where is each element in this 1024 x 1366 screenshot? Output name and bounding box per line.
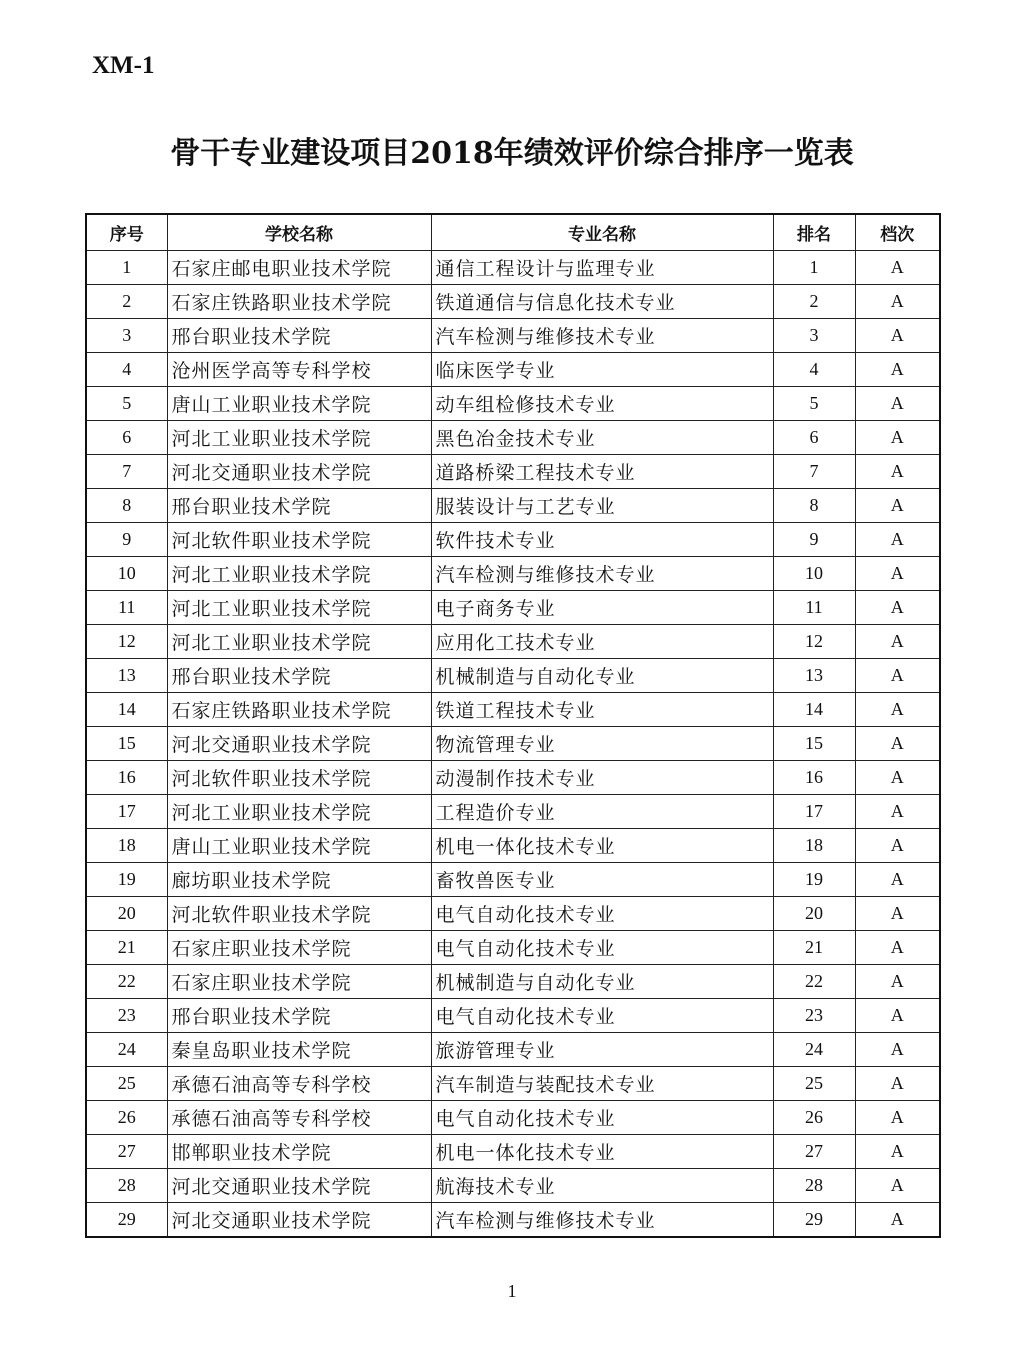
cell-school: 河北工业职业技术学院 xyxy=(167,421,431,455)
cell-rank: 26 xyxy=(773,1101,855,1135)
table-row xyxy=(86,489,940,523)
cell-grade: A xyxy=(855,659,940,693)
cell-grade: A xyxy=(855,897,940,931)
cell-major: 机电一体化技术专业 xyxy=(431,1135,773,1169)
cell-school: 唐山工业职业技术学院 xyxy=(167,387,431,421)
cell-school: 河北工业职业技术学院 xyxy=(167,591,431,625)
cell-seq: 18 xyxy=(86,829,167,863)
cell-seq: 24 xyxy=(86,1033,167,1067)
ranking-table xyxy=(85,213,941,1238)
cell-major: 汽车制造与装配技术专业 xyxy=(431,1067,773,1101)
cell-major: 物流管理专业 xyxy=(431,727,773,761)
cell-seq: 28 xyxy=(86,1169,167,1203)
table-row xyxy=(86,387,940,421)
cell-major: 黑色冶金技术专业 xyxy=(431,421,773,455)
cell-school: 河北工业职业技术学院 xyxy=(167,557,431,591)
cell-grade: A xyxy=(855,999,940,1033)
cell-school: 邢台职业技术学院 xyxy=(167,319,431,353)
table-row xyxy=(86,523,940,557)
cell-seq: 27 xyxy=(86,1135,167,1169)
cell-major: 道路桥梁工程技术专业 xyxy=(431,455,773,489)
cell-seq: 8 xyxy=(86,489,167,523)
table-row xyxy=(86,353,940,387)
table-row xyxy=(86,455,940,489)
cell-seq: 17 xyxy=(86,795,167,829)
cell-school: 廊坊职业技术学院 xyxy=(167,863,431,897)
cell-rank: 3 xyxy=(773,319,855,353)
cell-grade: A xyxy=(855,285,940,319)
header-rank: 排名 xyxy=(773,214,855,251)
cell-school: 河北交通职业技术学院 xyxy=(167,1169,431,1203)
cell-grade: A xyxy=(855,965,940,999)
cell-grade: A xyxy=(855,1169,940,1203)
cell-seq: 15 xyxy=(86,727,167,761)
cell-rank: 1 xyxy=(773,251,855,285)
cell-rank: 5 xyxy=(773,387,855,421)
cell-major: 软件技术专业 xyxy=(431,523,773,557)
cell-grade: A xyxy=(855,353,940,387)
table-row xyxy=(86,999,940,1033)
cell-seq: 2 xyxy=(86,285,167,319)
cell-school: 石家庄职业技术学院 xyxy=(167,931,431,965)
header-major: 专业名称 xyxy=(431,214,773,251)
table-row xyxy=(86,1067,940,1101)
table-row xyxy=(86,931,940,965)
cell-grade: A xyxy=(855,387,940,421)
table-row xyxy=(86,727,940,761)
cell-major: 电子商务专业 xyxy=(431,591,773,625)
cell-school: 河北交通职业技术学院 xyxy=(167,455,431,489)
cell-rank: 9 xyxy=(773,523,855,557)
cell-major: 工程造价专业 xyxy=(431,795,773,829)
cell-rank: 24 xyxy=(773,1033,855,1067)
table-row xyxy=(86,897,940,931)
table-row xyxy=(86,795,940,829)
cell-seq: 1 xyxy=(86,251,167,285)
cell-major: 机械制造与自动化专业 xyxy=(431,659,773,693)
cell-seq: 10 xyxy=(86,557,167,591)
cell-school: 秦皇岛职业技术学院 xyxy=(167,1033,431,1067)
cell-rank: 17 xyxy=(773,795,855,829)
cell-grade: A xyxy=(855,557,940,591)
cell-major: 航海技术专业 xyxy=(431,1169,773,1203)
cell-school: 邢台职业技术学院 xyxy=(167,659,431,693)
cell-rank: 28 xyxy=(773,1169,855,1203)
cell-rank: 21 xyxy=(773,931,855,965)
cell-seq: 21 xyxy=(86,931,167,965)
cell-grade: A xyxy=(855,863,940,897)
cell-seq: 4 xyxy=(86,353,167,387)
cell-major: 汽车检测与维修技术专业 xyxy=(431,557,773,591)
table-row xyxy=(86,1169,940,1203)
cell-seq: 25 xyxy=(86,1067,167,1101)
document-code: XM-1 xyxy=(92,52,155,79)
cell-grade: A xyxy=(855,421,940,455)
cell-major: 机电一体化技术专业 xyxy=(431,829,773,863)
cell-school: 邯郸职业技术学院 xyxy=(167,1135,431,1169)
cell-major: 电气自动化技术专业 xyxy=(431,1101,773,1135)
cell-school: 河北软件职业技术学院 xyxy=(167,897,431,931)
cell-seq: 26 xyxy=(86,1101,167,1135)
table-row xyxy=(86,693,940,727)
cell-rank: 23 xyxy=(773,999,855,1033)
cell-major: 汽车检测与维修技术专业 xyxy=(431,319,773,353)
table-row xyxy=(86,319,940,353)
cell-rank: 16 xyxy=(773,761,855,795)
table-row xyxy=(86,1101,940,1135)
cell-grade: A xyxy=(855,1101,940,1135)
cell-rank: 25 xyxy=(773,1067,855,1101)
cell-school: 河北软件职业技术学院 xyxy=(167,523,431,557)
cell-seq: 22 xyxy=(86,965,167,999)
cell-seq: 5 xyxy=(86,387,167,421)
cell-seq: 23 xyxy=(86,999,167,1033)
table-row xyxy=(86,591,940,625)
cell-seq: 16 xyxy=(86,761,167,795)
cell-rank: 4 xyxy=(773,353,855,387)
cell-grade: A xyxy=(855,761,940,795)
cell-school: 邢台职业技术学院 xyxy=(167,999,431,1033)
cell-grade: A xyxy=(855,319,940,353)
cell-major: 服装设计与工艺专业 xyxy=(431,489,773,523)
cell-grade: A xyxy=(855,693,940,727)
table-row xyxy=(86,285,940,319)
cell-seq: 7 xyxy=(86,455,167,489)
cell-major: 铁道通信与信息化技术专业 xyxy=(431,285,773,319)
cell-major: 铁道工程技术专业 xyxy=(431,693,773,727)
cell-major: 应用化工技术专业 xyxy=(431,625,773,659)
cell-school: 河北交通职业技术学院 xyxy=(167,1203,431,1238)
cell-grade: A xyxy=(855,795,940,829)
cell-grade: A xyxy=(855,1033,940,1067)
cell-grade: A xyxy=(855,931,940,965)
cell-rank: 15 xyxy=(773,727,855,761)
cell-grade: A xyxy=(855,489,940,523)
cell-seq: 13 xyxy=(86,659,167,693)
cell-seq: 14 xyxy=(86,693,167,727)
cell-school: 河北工业职业技术学院 xyxy=(167,625,431,659)
cell-seq: 3 xyxy=(86,319,167,353)
cell-rank: 11 xyxy=(773,591,855,625)
cell-school: 承德石油高等专科学校 xyxy=(167,1101,431,1135)
table-row xyxy=(86,421,940,455)
cell-rank: 14 xyxy=(773,693,855,727)
cell-rank: 12 xyxy=(773,625,855,659)
cell-major: 临床医学专业 xyxy=(431,353,773,387)
cell-seq: 29 xyxy=(86,1203,167,1238)
table-row xyxy=(86,761,940,795)
cell-rank: 10 xyxy=(773,557,855,591)
cell-seq: 11 xyxy=(86,591,167,625)
table-row xyxy=(86,1203,940,1238)
header-school: 学校名称 xyxy=(167,214,431,251)
table-row xyxy=(86,1033,940,1067)
table-row xyxy=(86,659,940,693)
cell-school: 河北交通职业技术学院 xyxy=(167,727,431,761)
cell-seq: 6 xyxy=(86,421,167,455)
table-header-row xyxy=(86,214,940,251)
cell-grade: A xyxy=(855,625,940,659)
header-grade: 档次 xyxy=(855,214,940,251)
table-row xyxy=(86,1135,940,1169)
cell-school: 承德石油高等专科学校 xyxy=(167,1067,431,1101)
cell-major: 汽车检测与维修技术专业 xyxy=(431,1203,773,1238)
cell-major: 电气自动化技术专业 xyxy=(431,931,773,965)
table-row xyxy=(86,965,940,999)
cell-rank: 7 xyxy=(773,455,855,489)
cell-school: 河北软件职业技术学院 xyxy=(167,761,431,795)
cell-major: 电气自动化技术专业 xyxy=(431,897,773,931)
cell-rank: 13 xyxy=(773,659,855,693)
cell-grade: A xyxy=(855,829,940,863)
cell-school: 石家庄铁路职业技术学院 xyxy=(167,693,431,727)
cell-school: 唐山工业职业技术学院 xyxy=(167,829,431,863)
cell-major: 旅游管理专业 xyxy=(431,1033,773,1067)
table-row xyxy=(86,625,940,659)
cell-rank: 6 xyxy=(773,421,855,455)
cell-school: 石家庄职业技术学院 xyxy=(167,965,431,999)
cell-rank: 8 xyxy=(773,489,855,523)
table-row xyxy=(86,829,940,863)
table-row xyxy=(86,251,940,285)
page-number: 1 xyxy=(507,1281,517,1301)
table-row xyxy=(86,557,940,591)
cell-grade: A xyxy=(855,591,940,625)
cell-major: 动车组检修技术专业 xyxy=(431,387,773,421)
cell-school: 河北工业职业技术学院 xyxy=(167,795,431,829)
cell-major: 动漫制作技术专业 xyxy=(431,761,773,795)
cell-grade: A xyxy=(855,455,940,489)
cell-grade: A xyxy=(855,523,940,557)
cell-major: 机械制造与自动化专业 xyxy=(431,965,773,999)
cell-rank: 18 xyxy=(773,829,855,863)
cell-seq: 20 xyxy=(86,897,167,931)
cell-school: 石家庄铁路职业技术学院 xyxy=(167,285,431,319)
cell-rank: 27 xyxy=(773,1135,855,1169)
cell-seq: 9 xyxy=(86,523,167,557)
table-row xyxy=(86,863,940,897)
cell-rank: 20 xyxy=(773,897,855,931)
cell-grade: A xyxy=(855,251,940,285)
cell-rank: 29 xyxy=(773,1203,855,1238)
cell-major: 电气自动化技术专业 xyxy=(431,999,773,1033)
page-title: 骨干专业建设项目2018年绩效评价综合排序一览表 xyxy=(170,136,854,171)
cell-major: 畜牧兽医专业 xyxy=(431,863,773,897)
header-seq: 序号 xyxy=(86,214,167,251)
cell-grade: A xyxy=(855,1135,940,1169)
cell-grade: A xyxy=(855,1067,940,1101)
cell-seq: 12 xyxy=(86,625,167,659)
cell-rank: 22 xyxy=(773,965,855,999)
cell-school: 沧州医学高等专科学校 xyxy=(167,353,431,387)
cell-major: 通信工程设计与监理专业 xyxy=(431,251,773,285)
cell-grade: A xyxy=(855,727,940,761)
table-body xyxy=(86,251,940,1238)
cell-school: 石家庄邮电职业技术学院 xyxy=(167,251,431,285)
cell-school: 邢台职业技术学院 xyxy=(167,489,431,523)
cell-rank: 19 xyxy=(773,863,855,897)
cell-rank: 2 xyxy=(773,285,855,319)
cell-seq: 19 xyxy=(86,863,167,897)
cell-grade: A xyxy=(855,1203,940,1238)
